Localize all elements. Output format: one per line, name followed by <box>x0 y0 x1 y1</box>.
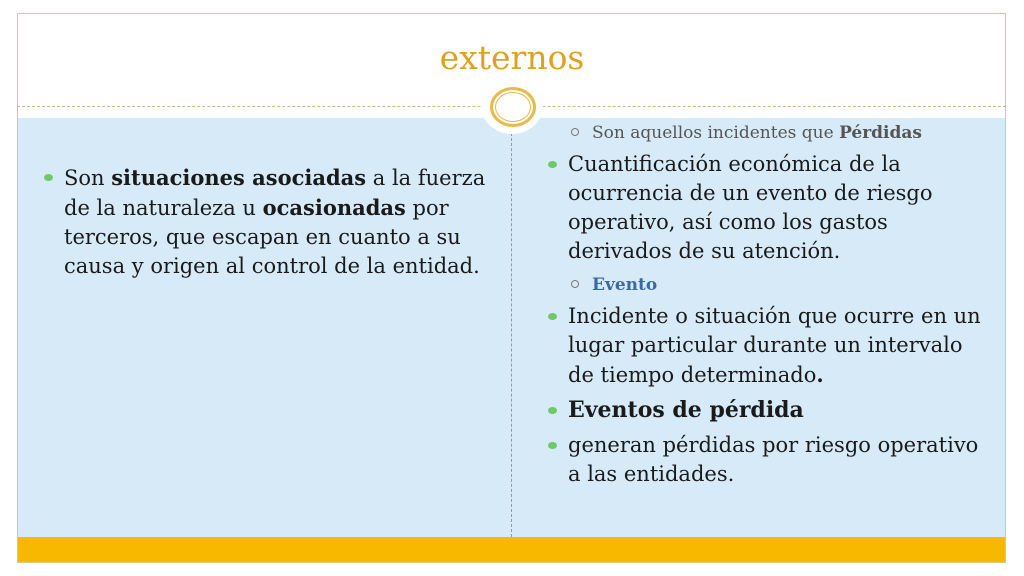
medallion-ornament-icon <box>481 78 543 134</box>
left-bullet-list <box>42 163 492 281</box>
medallion-ring <box>490 87 536 127</box>
left-bullet-part: por terceros, que escapan en cuanto a su causa y origen al control de la entidad. <box>64 196 480 278</box>
item-text: generan pérdidas por riesgo operativo a las entidades. <box>568 433 979 486</box>
left-bullet-bold: situaciones asociadas <box>111 165 367 190</box>
left-bullet-part: a la fuerza de la naturaleza u <box>64 166 486 220</box>
item-bold: . <box>816 362 824 387</box>
bullet-cuantificacion <box>546 150 986 266</box>
sub-bullet-evento <box>546 272 986 298</box>
column-divider <box>511 118 512 537</box>
left-column <box>42 163 492 287</box>
item-text: Cuantificación económica de la ocurrencia de un evento de riesgo operativo, así como los gastos derivados de su atención. <box>568 152 933 263</box>
item-text: Incidente o situación que ocurre en un lugar particular durante un intervalo de tiempo determinado <box>568 304 981 387</box>
left-bullet-part: Son <box>64 166 112 190</box>
item-bold: Evento <box>592 275 658 295</box>
left-bullet <box>42 163 492 281</box>
sub-bullet-perdidas <box>546 120 986 146</box>
footer-bar <box>18 537 1005 562</box>
bullet-generan-perdidas <box>546 431 986 489</box>
bullet-incidente <box>546 302 986 390</box>
bullet-eventos-de-perdida <box>546 396 986 425</box>
item-text: Son aquellos incidentes que <box>592 123 840 143</box>
slide-title: externos <box>439 38 585 77</box>
item-bold: Eventos de pérdida <box>568 397 804 423</box>
item-bold: Pérdidas <box>839 123 922 143</box>
left-bullet-bold: ocasionadas <box>262 195 406 220</box>
right-bullet-list <box>546 120 986 489</box>
right-column <box>546 120 986 495</box>
